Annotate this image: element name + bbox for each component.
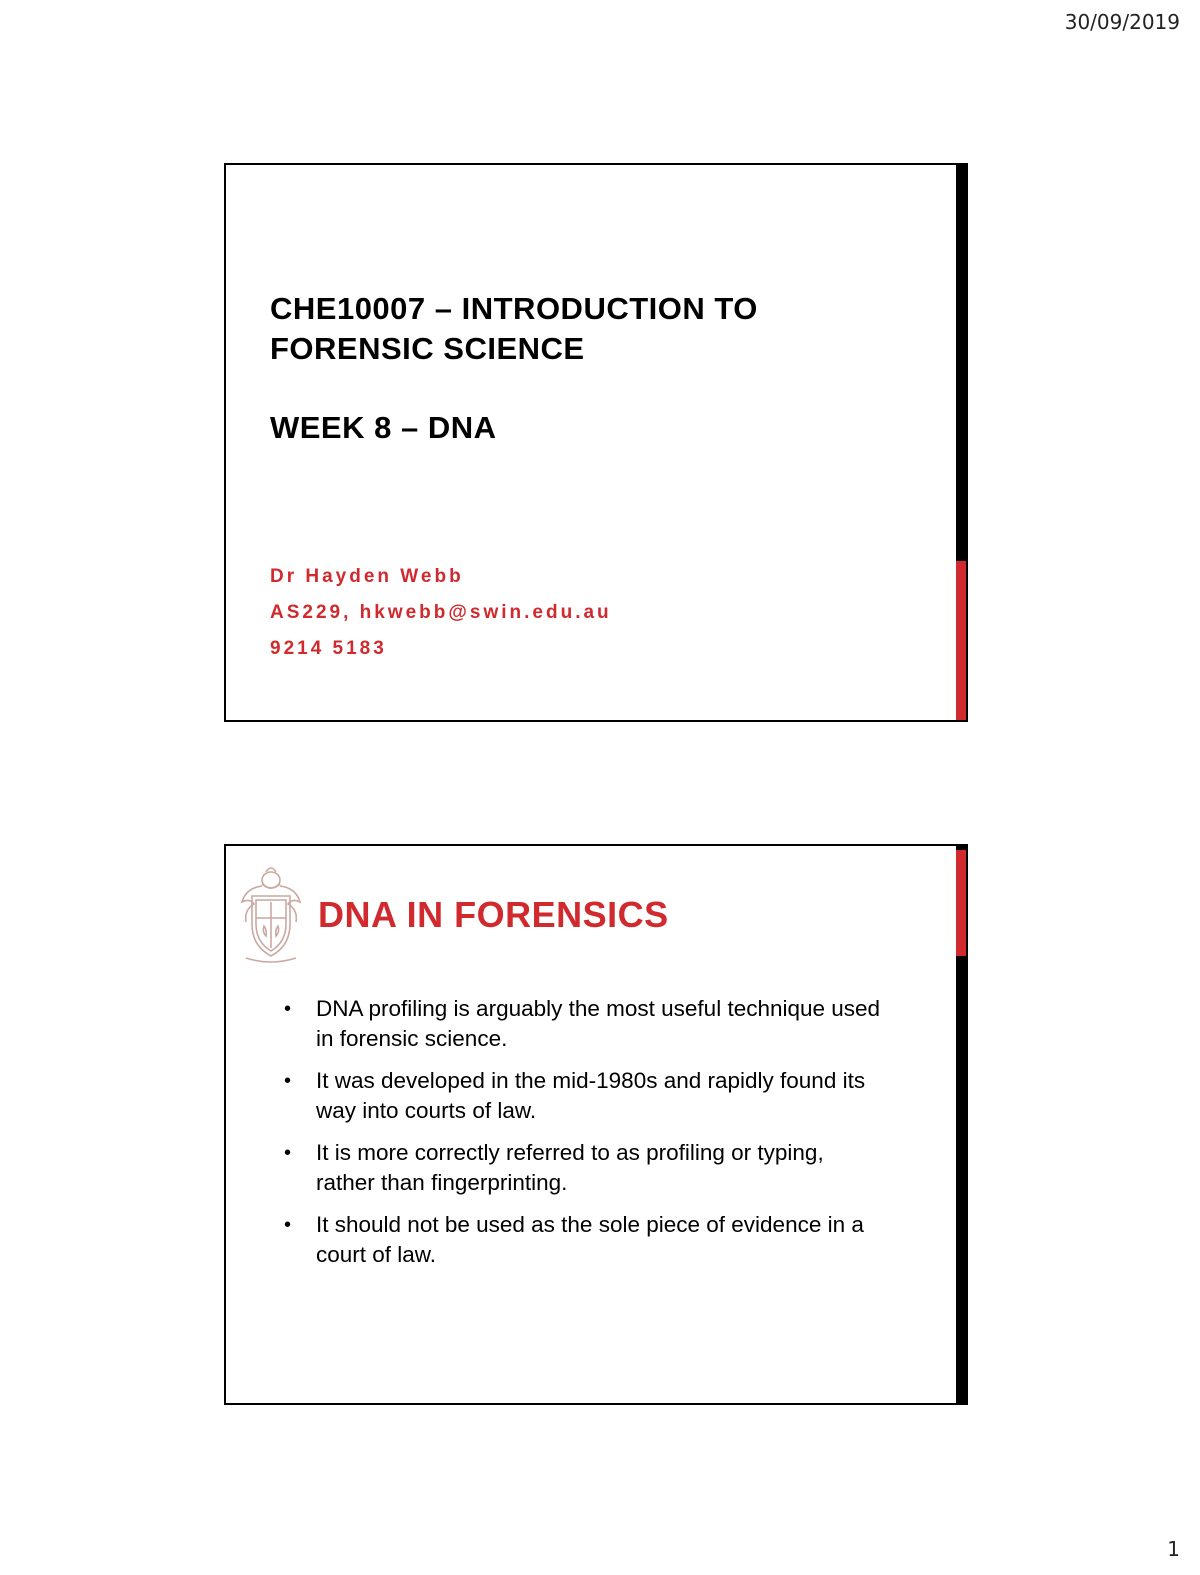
page-number: 1 <box>1167 1537 1180 1561</box>
bullet-marker: • <box>284 998 292 1020</box>
course-title <box>270 289 758 369</box>
list-item <box>284 1066 884 1126</box>
bullet-text: It is more correctly referred to as profiling or typing, rather than fingerprinting. <box>316 1140 824 1195</box>
bullet-text: It should not be used as the sole piece of evidence in a court of law. <box>316 1212 864 1267</box>
phone-number: 9214 5183 <box>270 638 387 659</box>
office-email: AS229, hkwebb@swin.edu.au <box>270 602 612 623</box>
slide-edge-accent <box>956 561 966 720</box>
university-crest-icon <box>236 862 306 966</box>
slide-heading: DNA IN FORENSICS <box>318 894 669 935</box>
bullet-marker: • <box>284 1142 292 1164</box>
bullet-list <box>284 994 884 1282</box>
course-title-line-1: CHE10007 – INTRODUCTION TO <box>270 291 758 326</box>
title-slide <box>224 163 968 722</box>
contact-details <box>270 559 612 667</box>
content-slide <box>224 844 968 1405</box>
bullet-text: DNA profiling is arguably the most useful technique used in forensic science. <box>316 996 881 1051</box>
bullet-marker: • <box>284 1070 292 1092</box>
week-title: WEEK 8 – DNA <box>270 410 497 445</box>
lecturer-name: Dr Hayden Webb <box>270 566 464 587</box>
bullet-text: It was developed in the mid-1980s and rapidly found its way into courts of law. <box>316 1068 866 1123</box>
bullet-marker: • <box>284 1214 292 1236</box>
slide-edge-accent <box>956 850 966 956</box>
list-item <box>284 1210 884 1270</box>
print-date: 30/09/2019 <box>1064 10 1180 34</box>
list-item <box>284 994 884 1054</box>
course-title-line-2: FORENSIC SCIENCE <box>270 331 585 366</box>
list-item <box>284 1138 884 1198</box>
